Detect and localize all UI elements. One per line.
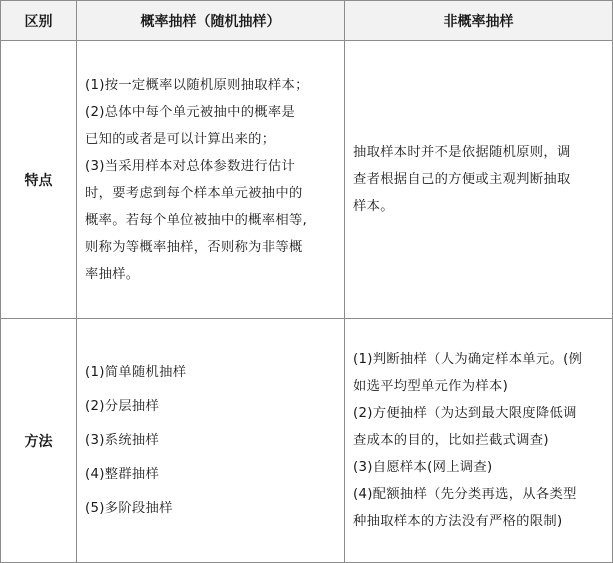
methods-nonprobability-line: (2)方便抽样（为达到最大限度降低调 — [353, 406, 577, 421]
features-nonprobability-line: 查者根据自己的方便或主观判断抽取 — [353, 172, 571, 187]
features-probability-line: (3)当采用样本对总体参数进行估计 — [85, 158, 296, 174]
features-row — [1, 41, 613, 319]
features-probability-line: (1)按一定概率以随机原则抽取样本； — [85, 77, 309, 93]
features-probability-line: 已知的或者是可以计算出来的； — [85, 131, 276, 147]
methods-nonprobability-cell — [345, 319, 613, 563]
table-header-row — [1, 1, 613, 41]
methods-label: 方法 — [1, 319, 77, 563]
methods-probability-cell — [77, 319, 345, 563]
methods-row — [1, 319, 613, 563]
header-difference: 区别 — [1, 1, 77, 41]
methods-probability-item: (1)简单随机抽样 — [85, 364, 187, 380]
methods-probability-item: (3)系统抽样 — [85, 432, 160, 448]
features-probability-line: 则称为等概率抽样，否则称为非等概 — [85, 239, 303, 255]
methods-nonprobability-line: (1)判断抽样（人为确定样本单元。(例 — [353, 352, 583, 367]
methods-nonprobability-line: 查成本的目的，比如拦截式调查) — [353, 433, 549, 448]
features-probability-cell — [77, 41, 345, 319]
features-nonprobability-line: 抽取样本时并不是依据随机原则，调 — [353, 145, 571, 160]
header-probability-sampling: 概率抽样（随机抽样） — [77, 1, 345, 41]
methods-nonprobability-line: (4)配额抽样（先分类再选，从各类型 — [353, 487, 577, 502]
features-probability-line: 概率。若每个单位被抽中的概率相等, — [85, 212, 308, 228]
methods-nonprobability-line: 种抽取样本的方法没有严格的限制) — [353, 514, 563, 529]
methods-nonprobability-line: 如选平均型单元作为样本) — [353, 379, 509, 394]
methods-probability-item: (5)多阶段抽样 — [85, 500, 173, 516]
methods-probability-item: (4)整群抽样 — [85, 466, 160, 482]
features-probability-line: 率抽样。 — [85, 266, 140, 282]
features-label: 特点 — [1, 41, 77, 319]
methods-probability-item: (2)分层抽样 — [85, 398, 160, 414]
features-nonprobability-cell — [345, 41, 613, 319]
methods-nonprobability-line: (3)自愿样本(网上调查) — [353, 460, 493, 475]
features-probability-line: 时，要考虑到每个样本单元被抽中的 — [85, 185, 303, 201]
header-nonprobability-sampling: 非概率抽样 — [345, 1, 613, 41]
features-nonprobability-line: 样本。 — [353, 199, 394, 214]
features-probability-line: (2)总体中每个单元被抽中的概率是 — [85, 104, 296, 120]
